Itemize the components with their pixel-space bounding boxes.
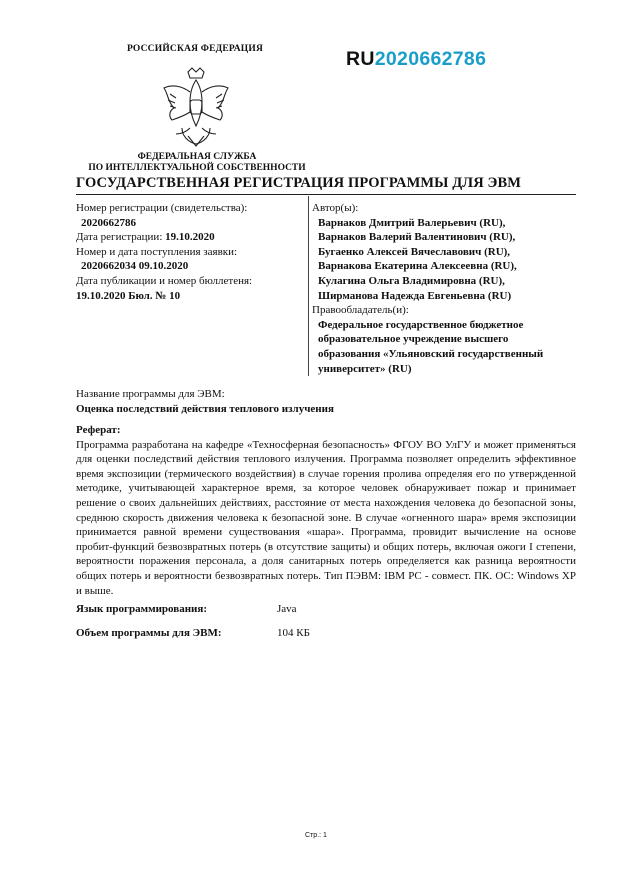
country-name: РОССИЙСКАЯ ФЕДЕРАЦИЯ — [126, 44, 264, 54]
program-name-section — [76, 387, 576, 416]
author-name: Кулагина Ольга Владимировна (RU), — [318, 274, 505, 287]
size-label: Объем программы для ЭВМ: — [76, 627, 222, 639]
authors-label: Автор(ы): — [312, 202, 359, 214]
holder-line: образовательное учреждение высшего — [318, 333, 509, 346]
reg-date-value: 19.10.2020 — [165, 231, 215, 244]
abstract-section — [76, 423, 576, 598]
reg-date-row — [76, 230, 304, 245]
author-name: Варнаков Валерий Валентинович (RU), — [318, 231, 516, 244]
publication-label: Дата публикации и номер бюллетеня: — [76, 274, 253, 287]
document-title: ГОСУДАРСТВЕННАЯ РЕГИСТРАЦИЯ ПРОГРАММЫ ДЛЯ ЭВМ — [76, 175, 522, 191]
author-name: Бугаенко Алексей Вячеславович (RU), — [318, 245, 511, 258]
agency-name — [72, 152, 322, 174]
author-name: Варнакова Екатерина Алексеевна (RU), — [318, 260, 517, 273]
column-divider — [308, 196, 309, 376]
reg-prefix: RU — [346, 48, 375, 70]
author-name: Ширманова Надежда Евгеньевна (RU) — [318, 289, 512, 302]
registration-details — [76, 201, 304, 303]
abstract-text: Программа разработана на кафедре «Техносферная безопасность» ФГОУ ВО УлГУ и может применяться для оценки последствий действия теплового излучения. Программа позволяет определить эффективное время экспозиции (термического воздействия) в случае горения пролива определяя его по утвержденной методике, учитывающей характерное время, за которое человек обнаруживает пожар и принимает решение о своих дальнейших действиях, расстояние от места нахождения человека до безопасной зоны, среднюю скорость движения человека к безопасной зоне. В случае «огненного шара» время экспозиции принимается равной времени существования «шара». Программа, провидит вычисление на основе пробит-функций безвозвратных потерь (в отсутствие защиты) и общих потерь, включая ожоги I степени, вероятности поражения персонала, а доля санитарных потерь определяется как разница вероятности общих потерь и вероятности безвозвратных потерь. Тип ПЭВМ: IBM PC - совмест. ПК. ОС: Windows XP и выше. — [76, 438, 576, 597]
holder-line: Федеральное государственное бюджетное — [318, 318, 524, 331]
size-row — [76, 627, 476, 641]
registration-number-header — [346, 48, 486, 71]
language-value: Java — [277, 603, 297, 615]
agency-line-1: ФЕДЕРАЛЬНАЯ СЛУЖБА — [137, 152, 257, 162]
language-label: Язык программирования: — [76, 603, 208, 615]
authors-holders — [312, 201, 582, 376]
language-row — [76, 603, 476, 617]
author-name: Варнаков Дмитрий Валерьевич (RU), — [318, 216, 506, 229]
program-name-value: Оценка последствий действия теплового излучения — [76, 402, 334, 415]
title-divider — [76, 194, 576, 195]
coat-of-arms-icon — [160, 66, 232, 150]
agency-line-2: ПО ИНТЕЛЛЕКТУАЛЬНОЙ СОБСТВЕННОСТИ — [88, 163, 306, 173]
holders-label: Правообладатель(и): — [312, 304, 409, 317]
holder-line: образования «Ульяновский государственный — [318, 347, 544, 360]
program-name-label: Название программы для ЭВМ: — [76, 388, 225, 400]
reg-date-label: Дата регистрации: — [76, 231, 163, 244]
holder-line: университет» (RU) — [318, 362, 412, 375]
reg-number-label: Номер регистрации (свидетельства): — [76, 202, 248, 214]
application-label: Номер и дата поступления заявки: — [76, 245, 238, 258]
page-number: Стр.: 1 — [305, 832, 327, 839]
abstract-label: Реферат: — [76, 424, 121, 436]
reg-number-value: 2020662786 — [81, 216, 136, 229]
reg-number: 2020662786 — [374, 48, 487, 70]
size-value: 104 КБ — [277, 627, 310, 639]
application-value: 2020662034 09.10.2020 — [81, 260, 189, 273]
publication-value: 19.10.2020 Бюл. № 10 — [76, 289, 181, 302]
